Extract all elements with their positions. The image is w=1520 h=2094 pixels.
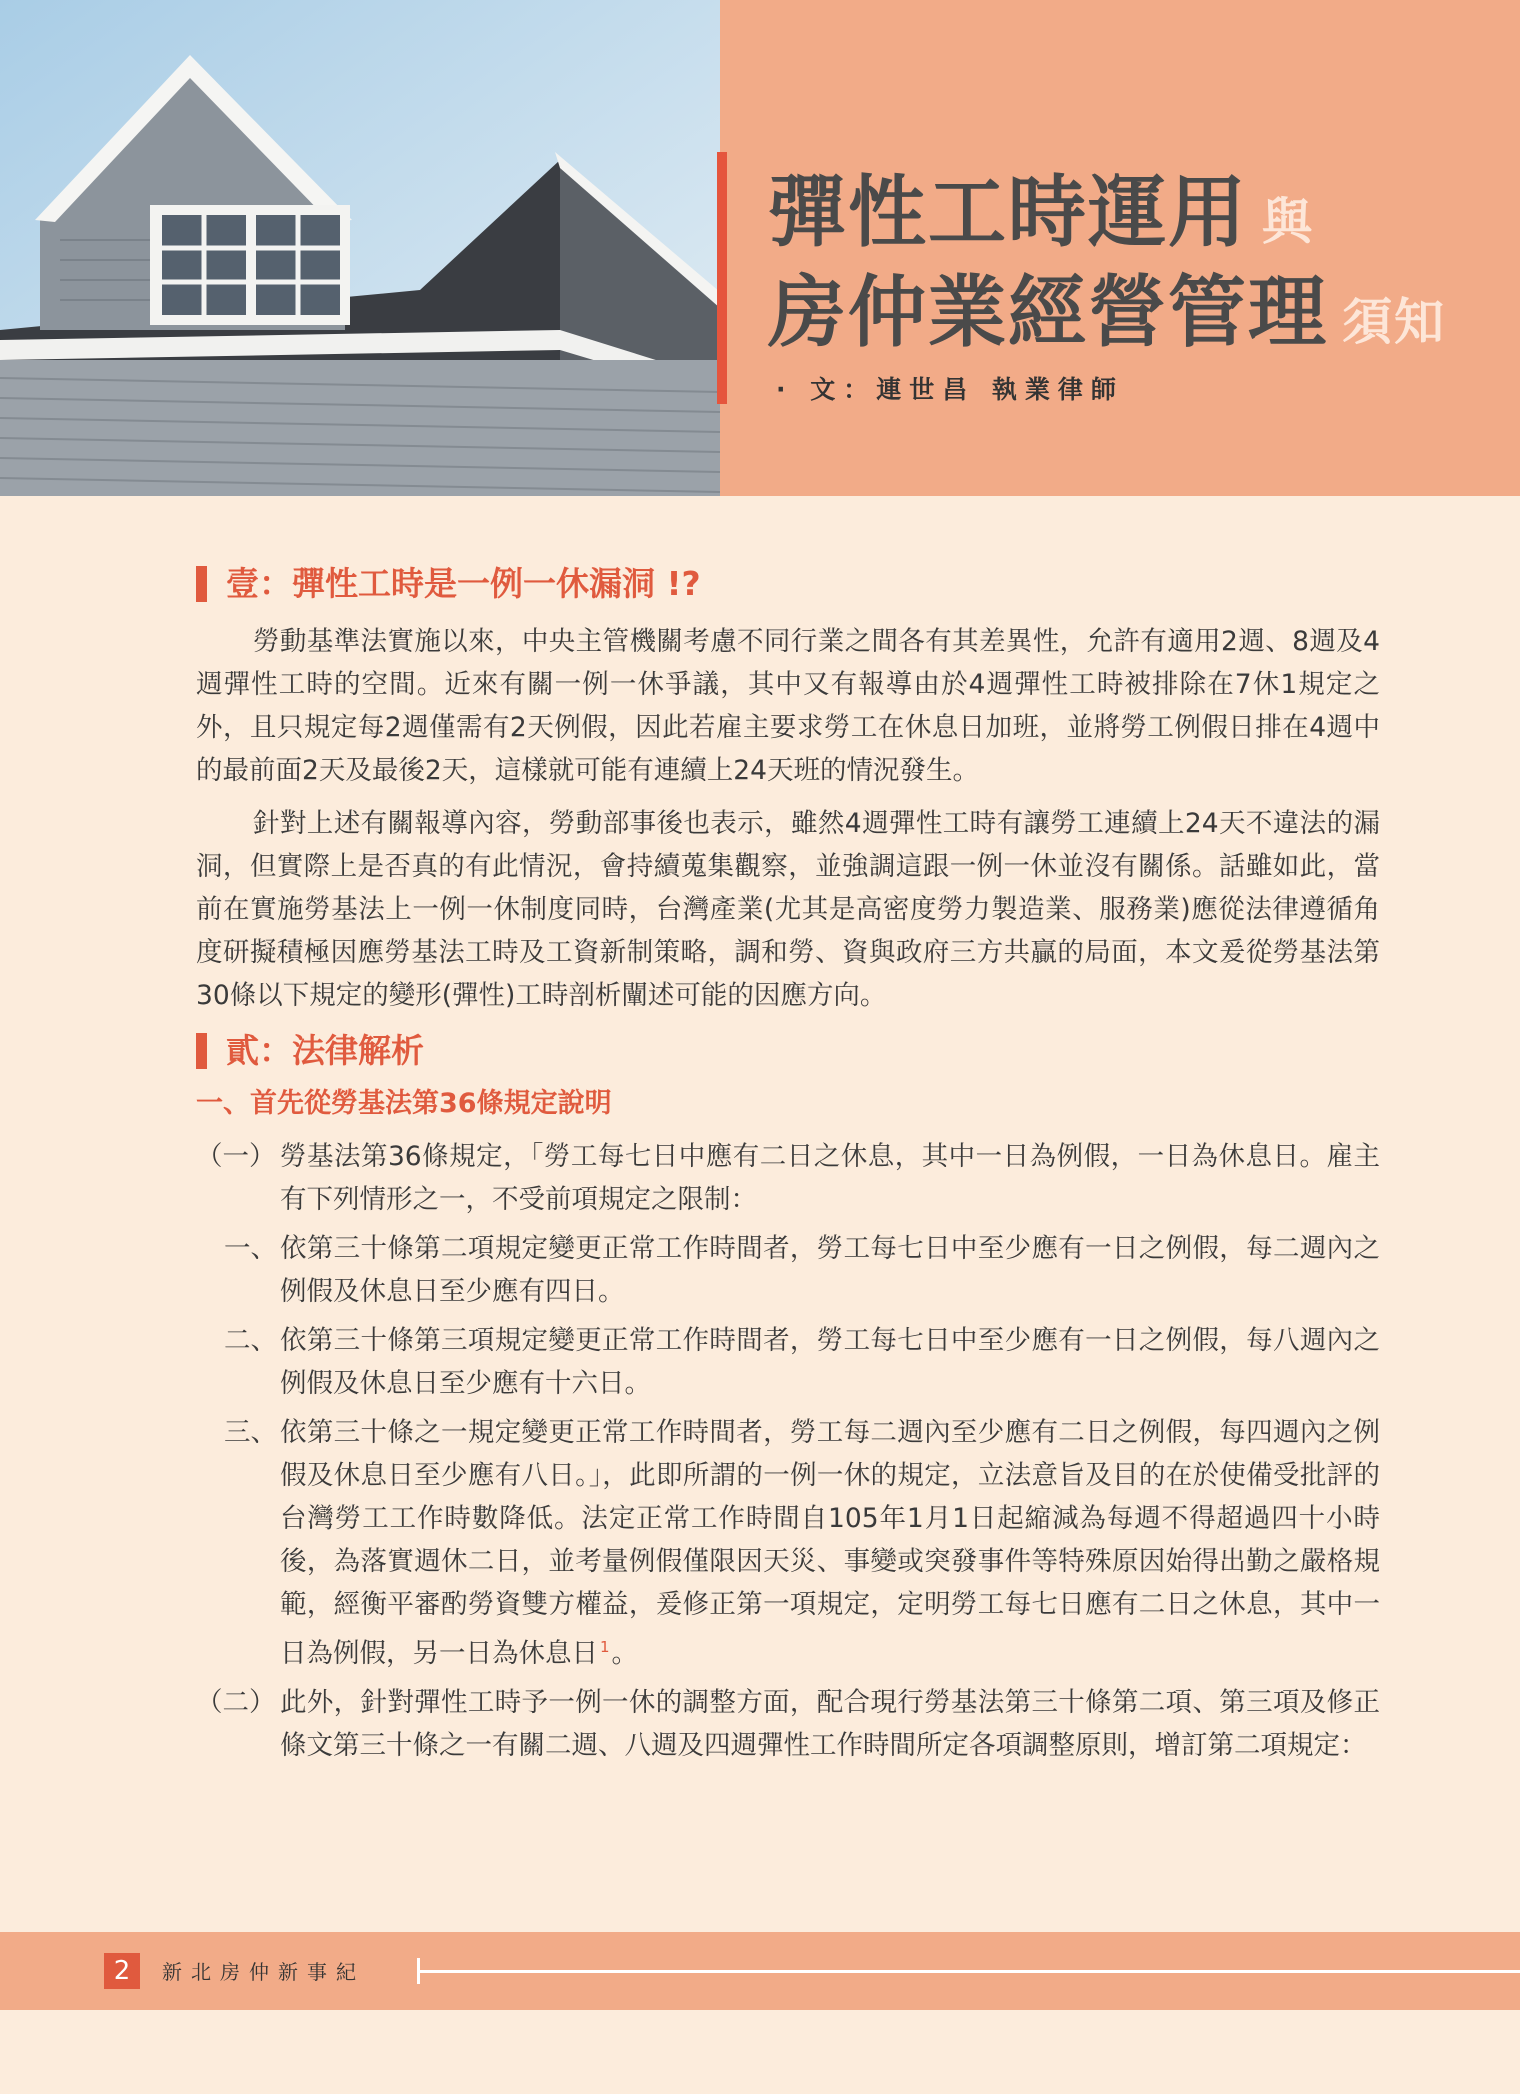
- section-1-heading: 壹：彈性工時是一例一休漏洞 !?: [196, 560, 1380, 608]
- clause-1: [196, 1135, 1380, 1221]
- title-line-1: [768, 150, 1314, 262]
- clause-2-text: 此外，針對彈性工時予一例一休的調整方面，配合現行勞基法第三十條第二項、第三項及修正條文第三十條之一有關二週、八週及四週彈性工作時間所定各項調整原則，增訂第二項規定：: [280, 1686, 1380, 1761]
- magazine-name: 新北房仲新事紀: [162, 1960, 365, 1984]
- section-2-subheading: 一、首先從勞基法第36條規定說明: [196, 1088, 612, 1119]
- subclause-3: [196, 1411, 1380, 1675]
- header: [0, 0, 1520, 496]
- house-roof-photo: [0, 0, 720, 496]
- clause-2: [196, 1681, 1380, 1767]
- subclause-1-text: 依第三十條第二項規定變更正常工作時間者，勞工每七日中至少應有一日之例假，每二週內之例假及休息日至少應有四日。: [280, 1233, 1380, 1307]
- title-accent-bar: [717, 152, 727, 404]
- title-main-1: 彈性工時運用: [768, 168, 1249, 258]
- clause-1-text: 勞基法第36條規定，「勞工每七日中應有二日之休息，其中一日為例假，一日為休息日。雇主有下列情形之一，不受前項規定之限制：: [280, 1141, 1380, 1215]
- subclause-3-label: 三、: [224, 1417, 277, 1448]
- subclause-3-tail: 。: [611, 1637, 639, 1669]
- title-main-2: 房仲業經營管理: [768, 268, 1329, 358]
- title-line-2: [768, 250, 1446, 362]
- author-byline: · 文：連世昌 執業律師: [776, 375, 1124, 404]
- title-small-2: 須知: [1342, 293, 1447, 351]
- subclause-3-text: 依第三十條之一規定變更正常工作時間者，勞工每二週內至少應有二日之例假，每四週內之例假及休息日至少應有八日。」，此即所謂的一例一休的規定，立法意旨及目的在於使備受批評的台灣勞工工作時數降低。法定正常工作時間自105年1月1日起縮減為每週不得超過四十小時後，為落實週休二日，並考量例假僅限因天災、事變或突發事件等特殊原因始得出勤之嚴格規範，經衡平審酌勞資雙方權益，爰修正第一項規定，定明勞工每七日應有二日之休息，其中一日為例假，另一日為休息日: [280, 1417, 1380, 1669]
- clause-2-label: （二）: [196, 1686, 276, 1718]
- section-1-paragraph-1: 勞動基準法實施以來，中央主管機關考慮不同行業之間各有其差異性，允許有適用2週、8週及4週彈性工時的空間。近來有關一例一休爭議，其中又有報導由於4週彈性工時被排除在7休1規定之外，且只規定每2週僅需有2天例假，因此若雇主要求勞工在休息日加班，並將勞工例假日排在4週中的最前面2天及最後2天，這樣就可能有連續上24天班的情況發生。: [196, 626, 1380, 786]
- page-footer: [0, 1932, 1520, 2010]
- clause-1-label: （一）: [196, 1141, 276, 1172]
- title-small-1: 與: [1262, 193, 1315, 251]
- section-2-heading: 貳：法律解析: [196, 1027, 1380, 1075]
- section-1-paragraph-2: 針對上述有關報導內容，勞動部事後也表示，雖然4週彈性工時有讓勞工連續上24天不違法的漏洞，但實際上是否真的有此情況，會持續蒐集觀察，並強調這跟一例一休並沒有關係。話雖如此，當前在實施勞基法上一例一休制度同時，台灣產業(尤其是高密度勞力製造業、服務業)應從法律遵循角度研擬積極因應勞基法工時及工資新制策略，調和勞、資與政府三方共贏的局面，本文爰從勞基法第30條以下規定的變形(彈性)工時剖析闡述可能的因應方向。: [196, 808, 1380, 1011]
- subclause-3-body: [280, 1411, 1380, 1675]
- article-body: [196, 560, 1380, 1767]
- subclause-1-label: 一、: [224, 1233, 277, 1264]
- subclause-2: [196, 1319, 1380, 1405]
- page-number: 2: [104, 1953, 140, 1989]
- subclause-1: [196, 1227, 1380, 1313]
- footer-rule: [420, 1970, 1520, 1973]
- subclause-2-label: 二、: [224, 1325, 277, 1356]
- subclause-2-text: 依第三十條第三項規定變更正常工作時間者，勞工每七日中至少應有一日之例假，每八週內之例假及休息日至少應有十六日。: [280, 1325, 1380, 1399]
- footnote-marker: 1: [600, 1638, 610, 1656]
